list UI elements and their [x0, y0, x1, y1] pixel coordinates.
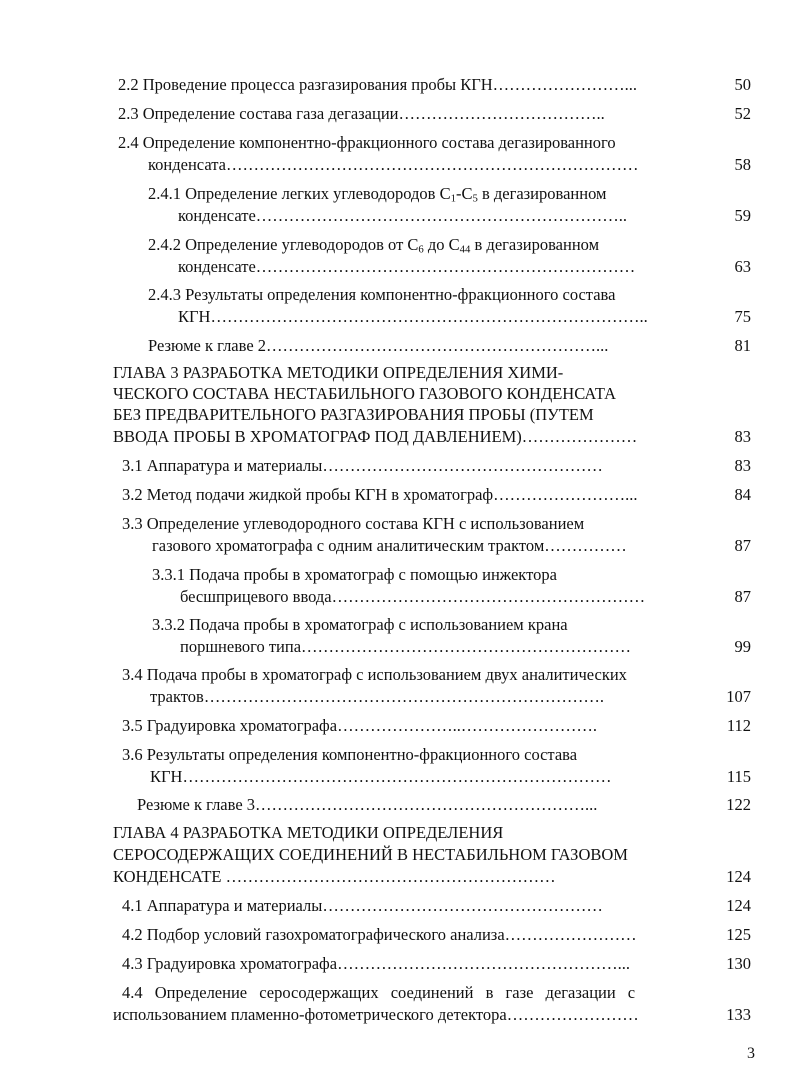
- toc-entry-text: 3.3.1 Подача пробы в хроматограф с помощью инжектора: [152, 565, 557, 584]
- toc-entry-text: 2.4.1 Определение легких углеводородов $C_1-C_5$ в дегазированном: [148, 184, 607, 205]
- toc-page-number: 122: [726, 795, 751, 814]
- toc-page-number: 52: [734, 104, 751, 123]
- toc-page-number: 115: [726, 767, 751, 786]
- toc-page-number: 63: [734, 257, 751, 276]
- toc-entry-text: ГЛАВА 4 РАЗРАБОТКА МЕТОДИКИ ОПРЕДЕЛЕНИЯ: [113, 823, 504, 842]
- toc-entry-text: конденсате……………………………………………………………: [178, 257, 636, 276]
- toc-entry-text: 3.2 Метод подачи жидкой пробы КГН в хроматограф……………………...: [122, 485, 638, 504]
- toc-page-number: 59: [734, 206, 751, 225]
- toc-page-number: 112: [726, 716, 751, 735]
- toc-entry-text: бесшприцевого ввода…………………………………………………: [180, 587, 646, 606]
- toc-page-number: 83: [734, 456, 751, 475]
- toc-entry-text: ГЛАВА 3 РАЗРАБОТКА МЕТОДИКИ ОПРЕДЕЛЕНИЯ ХИМИ-: [113, 363, 564, 382]
- toc-entry-text: конденсата…………………………………………………………………: [148, 155, 639, 174]
- toc-page-number: 107: [726, 687, 751, 706]
- toc-entry-text: Резюме к главе 2……………………………………………………...: [148, 336, 609, 355]
- page-number: 3: [747, 1045, 755, 1062]
- toc-entry-text: газового хроматографа с одним аналитическим трактом……………: [152, 536, 627, 555]
- toc-entry-text: трактов……………………………………………………………….: [150, 687, 604, 706]
- toc-page-number: 133: [726, 1005, 751, 1024]
- toc-entry-text: КГН……………………………………………………………………..: [178, 307, 648, 326]
- toc-entry-text: 4.1 Аппаратура и материалы……………………………………………: [122, 896, 603, 915]
- toc-entry-text: 3.4 Подача пробы в хроматограф с использованием двух аналитических: [122, 665, 627, 684]
- toc-page-number: 83: [734, 427, 751, 446]
- toc-entry-text: 3.3.2 Подача пробы в хроматограф с использованием крана: [152, 615, 568, 634]
- toc-entry-text: поршневого типа……………………………………………………: [180, 637, 632, 656]
- toc-entry-text: СЕРОСОДЕРЖАЩИХ СОЕДИНЕНИЙ В НЕСТАБИЛЬНОМ ГАЗОВОМ: [113, 845, 628, 864]
- toc-page-number: 84: [734, 485, 751, 504]
- toc-entry-text: 3.5 Градуировка хроматографа…………………..…………………….: [122, 716, 597, 735]
- toc-page-number: 124: [726, 896, 751, 915]
- toc-entry-text: 3.6 Результаты определения компонентно-фракционного состава: [122, 745, 578, 764]
- toc-entry-text: 4.2 Подбор условий газохроматографического анализа……………………: [122, 925, 637, 944]
- toc-page-number: 81: [734, 336, 751, 355]
- toc-entry-text: ЧЕСКОГО СОСТАВА НЕСТАБИЛЬНОГО ГАЗОВОГО КОНДЕНСАТА: [113, 384, 617, 403]
- toc-entry-text: КГН……………………………………………………………………: [150, 767, 612, 786]
- toc-page-number: 99: [734, 637, 751, 656]
- toc-page-number: 50: [734, 75, 751, 94]
- toc-entry-text: 4.3 Градуировка хроматографа……………………………………………...: [122, 954, 630, 973]
- toc-entry-text: 4.4 Определение серосодержащих соединений в газе дегазации с: [122, 983, 636, 1002]
- toc-page-number: 124: [726, 867, 751, 886]
- toc-entry-text: Резюме к главе 3……………………………………………………...: [137, 795, 598, 814]
- toc-entry-text: КОНДЕНСАТЕ ……………………………………………………: [113, 867, 556, 886]
- toc-entry-text: 2.4.2 Определение углеводородов от $C_6$ до $C_{44}$ в дегазированном: [148, 235, 600, 256]
- toc-page-number: 58: [734, 155, 751, 174]
- toc-entry-text: 2.4.3 Результаты определения компонентно-фракционного состава: [148, 285, 616, 304]
- toc-page-number: 87: [734, 536, 751, 555]
- toc-entry-text: БЕЗ ПРЕДВАРИТЕЛЬНОГО РАЗГАЗИРОВАНИЯ ПРОБЫ (ПУТЕМ: [113, 405, 594, 424]
- toc-entry-text: 2.4 Определение компонентно-фракционного состава дегазированного: [118, 133, 616, 152]
- toc-entry-text: использованием пламенно-фотометрического детектора……………………: [113, 1005, 639, 1024]
- toc-page-number: 87: [734, 587, 751, 606]
- toc-entry-text: 3.1 Аппаратура и материалы……………………………………………: [122, 456, 603, 475]
- toc-page-number: 125: [726, 925, 751, 944]
- toc-entry-text: 2.2 Проведение процесса разгазирования пробы КГН……………………...: [118, 75, 638, 94]
- toc-entry-text: 3.3 Определение углеводородного состава КГН с использованием: [122, 514, 585, 533]
- toc-entry-text: 2.3 Определение состава газа дегазации………………………………..: [118, 104, 605, 123]
- toc-page-number: 130: [726, 954, 751, 973]
- toc-page-number: 75: [734, 307, 751, 326]
- toc-entry-text: конденсате…………………………………………………………..: [178, 206, 628, 225]
- toc-entry-text: ВВОДА ПРОБЫ В ХРОМАТОГРАФ ПОД ДАВЛЕНИЕМ)…………………: [113, 427, 638, 446]
